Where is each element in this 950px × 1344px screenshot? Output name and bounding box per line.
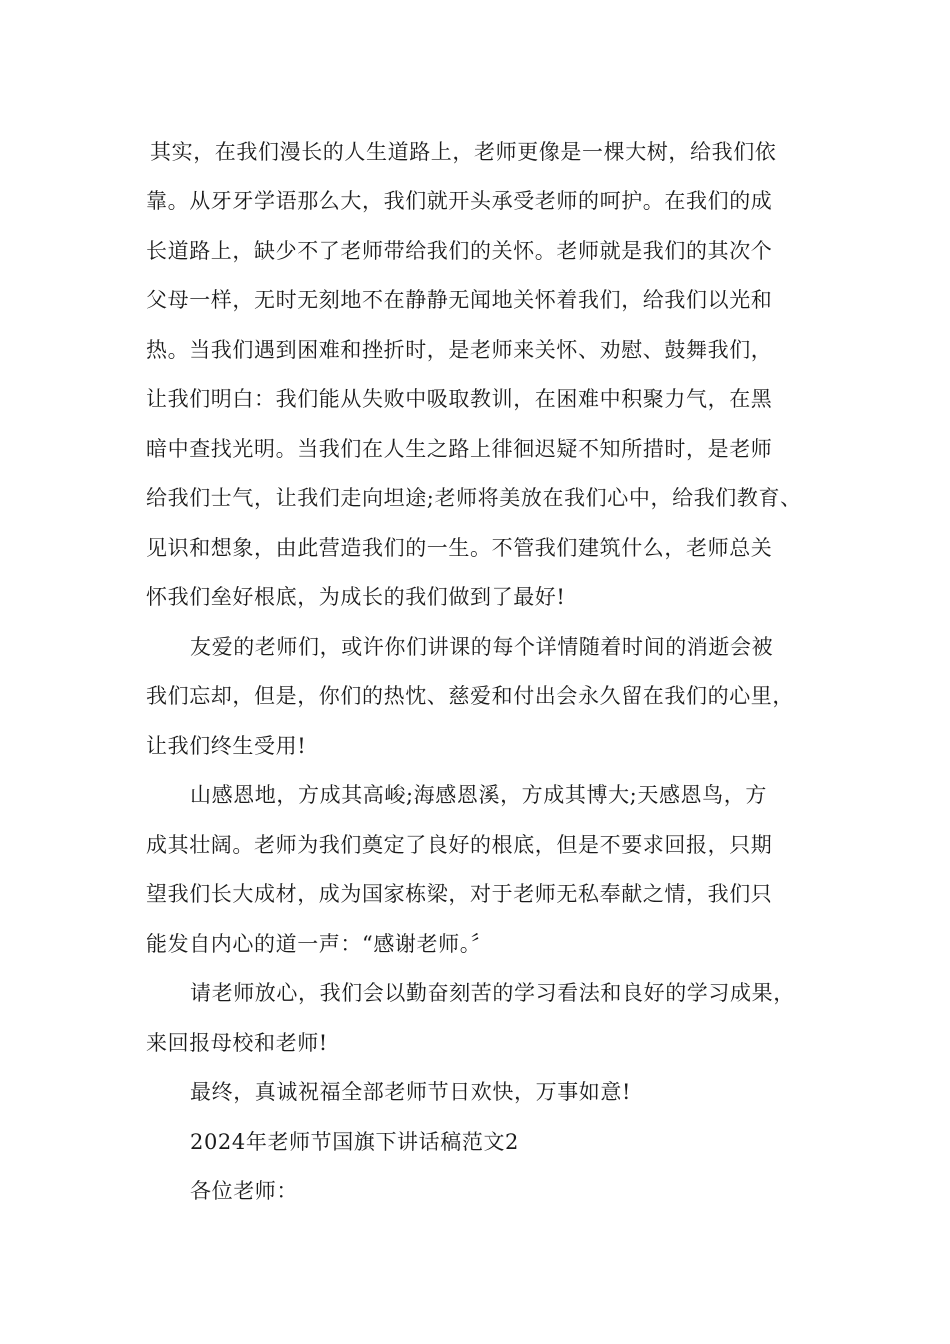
paragraph-line: 给我们士气，让我们走向坦途;老师将美放在我们心中，给我们教育、 xyxy=(146,486,802,510)
paragraph-line: 怀我们垒好根底，为成长的我们做到了最好! xyxy=(146,585,566,609)
paragraph-line: 最终，真诚祝福全部老师节日欢快，万事如意! xyxy=(190,1080,632,1104)
paragraph-line: 暗中查找光明。当我们在人生之路上徘徊迟疑不知所措时，是老师 xyxy=(146,437,773,461)
paragraph-line: 请老师放心，我们会以勤奋刻苦的学习看法和良好的学习成果， xyxy=(190,981,795,1005)
paragraph-line: 让我们明白：我们能从失败中吸取教训，在困难中积聚力气，在黑 xyxy=(146,387,773,411)
paragraph-line: 来回报母校和老师! xyxy=(146,1031,328,1055)
paragraph-line: 能发自内心的道一声：“感谢老师。〞 xyxy=(146,932,493,956)
paragraph-line: 长道路上，缺少不了老师带给我们的关怀。老师就是我们的其次个 xyxy=(146,239,773,263)
salutation: 各位老师： xyxy=(190,1179,298,1203)
paragraph-line: 见识和想象，由此营造我们的一生。不管我们建筑什么，老师总关 xyxy=(146,536,773,560)
paragraph-line: 让我们终生受用! xyxy=(146,734,307,758)
paragraph-line: 靠。从牙牙学语那么大，我们就开头承受老师的呵护。在我们的成 xyxy=(146,189,773,213)
paragraph-line: 友爱的老师们，或许你们讲课的每个详情随着时间的消逝会被 xyxy=(190,635,774,659)
paragraph-line: 父母一样，无时无刻地不在静静无闻地关怀着我们，给我们以光和 xyxy=(146,288,773,312)
paragraph-line: 我们忘却，但是，你们的热忱、慈爱和付出会永久留在我们的心里， xyxy=(146,684,794,708)
section-title: 2024年老师节国旗下讲话稿范文2 xyxy=(190,1130,520,1154)
paragraph-line: 热。当我们遇到困难和挫折时，是老师来关怀、劝慰、鼓舞我们， xyxy=(146,338,773,362)
paragraph-line: 成其壮阔。老师为我们奠定了良好的根底，但是不要求回报，只期 xyxy=(146,833,773,857)
paragraph-line: 望我们长大成材，成为国家栋梁，对于老师无私奉献之情，我们只 xyxy=(146,882,773,906)
paragraph-line: 山感恩地，方成其高峻;海感恩溪，方成其博大;天感恩鸟，方 xyxy=(190,783,767,807)
paragraph-line: 其实，在我们漫长的人生道路上，老师更像是一棵大树，给我们依 xyxy=(150,140,777,164)
